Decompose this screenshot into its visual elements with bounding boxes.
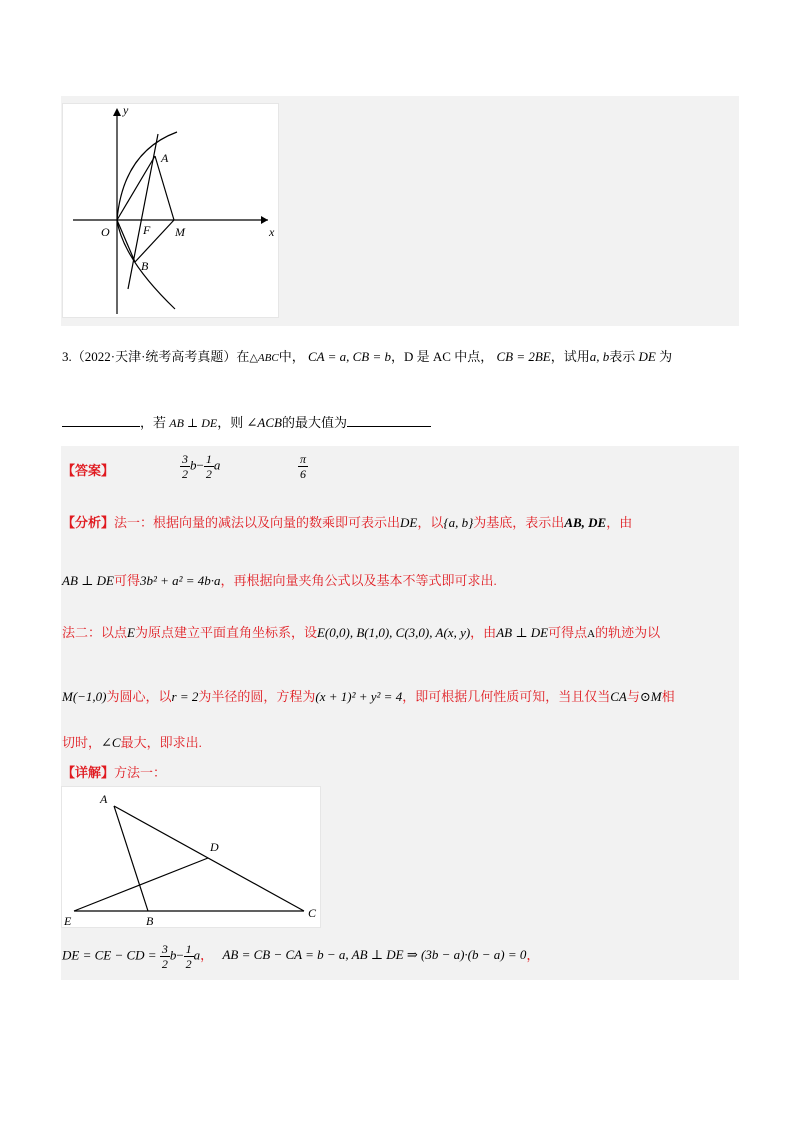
text-d-midpoint: ，D 是 AC 中点， bbox=[391, 349, 494, 364]
tri-label-E: E bbox=[64, 914, 72, 927]
eq1-den2: 2 bbox=[185, 957, 192, 971]
ans1-minus: − bbox=[196, 457, 204, 473]
point-B-label: B bbox=[141, 259, 149, 273]
ans1-v2: a bbox=[213, 457, 221, 473]
analysis-r: r = 2 bbox=[171, 689, 199, 704]
analysis-l4d: 与 bbox=[626, 689, 640, 704]
analysis-l1d: ，由 bbox=[606, 515, 633, 530]
triangle-abc: △ABC bbox=[249, 352, 279, 364]
eq2: AB = CB − CA = b − a, AB ⊥ DE ⇒ (3b − a)·(b − a) = 0 bbox=[222, 947, 527, 963]
answer-blank-1 bbox=[62, 414, 140, 427]
detail-line bbox=[62, 762, 166, 781]
answer-blank-2 bbox=[347, 414, 431, 427]
parabola-diagram bbox=[63, 104, 278, 317]
vector-condition: CA = a, CB = b bbox=[307, 349, 391, 364]
analysis-odotM: ⊙M bbox=[639, 689, 662, 704]
analysis-line-1 bbox=[62, 512, 632, 531]
eq1-num1: 3 bbox=[161, 942, 168, 956]
analysis-vecs: AB, DE bbox=[564, 515, 607, 530]
analysis-de: DE bbox=[400, 515, 418, 530]
analysis-l4e: 相 bbox=[661, 689, 675, 704]
ans1-num2: 1 bbox=[205, 452, 212, 466]
triangle-figure bbox=[61, 786, 321, 928]
text-max: 的最大值为 bbox=[281, 415, 347, 430]
eq1-den1: 2 bbox=[161, 957, 168, 971]
analysis-l1a: 法一：根据向量的减法以及向量的数乘即可表示出 bbox=[114, 515, 401, 530]
ans1-num1: 3 bbox=[182, 452, 188, 466]
text-in: 在 bbox=[236, 349, 250, 364]
analysis-M: M(−1,0) bbox=[62, 689, 107, 704]
answer-1 bbox=[180, 452, 220, 481]
answer-2 bbox=[298, 452, 308, 481]
analysis-l2b: ，再根据向量夹角公式以及基本不等式即可求出. bbox=[220, 573, 497, 588]
text-ruo: ，若 bbox=[140, 415, 167, 430]
eq1-v2: a bbox=[193, 947, 201, 963]
ans1-den1: 2 bbox=[182, 467, 188, 481]
ans2-den: 6 bbox=[300, 467, 306, 481]
analysis-line-5 bbox=[62, 732, 202, 751]
angle-acb: ∠ACB bbox=[246, 415, 282, 430]
text-express: 表示 bbox=[609, 349, 636, 364]
analysis-l4b: 为半径的圆，方程为 bbox=[198, 689, 316, 704]
eq1-minus: − bbox=[176, 947, 184, 963]
eq2-comma: ， bbox=[526, 947, 540, 963]
tri-label-B: B bbox=[146, 914, 154, 927]
analysis-l4a: 为圆心，以 bbox=[106, 689, 172, 704]
point-M-label: M bbox=[175, 225, 185, 239]
analysis-l1c: 为基底，表示出 bbox=[473, 515, 565, 530]
triangle-diagram bbox=[62, 787, 320, 927]
analysis-circle-eq: (x + 1)² + y² = 4 bbox=[315, 689, 403, 704]
analysis-l3c: ，由 bbox=[470, 625, 497, 640]
ans2-num: π bbox=[300, 452, 307, 466]
eq1-num2: 1 bbox=[185, 942, 192, 956]
vector-condition-2: CB = 2BE bbox=[496, 349, 551, 364]
point-O-label: O bbox=[101, 225, 110, 239]
analysis-l5a: 切时， bbox=[62, 735, 102, 750]
text-try: ，试用 bbox=[550, 349, 590, 364]
analysis-coords: E(0,0), B(1,0), C(3,0), A(x, y) bbox=[316, 625, 471, 640]
analysis-l3b: 为原点建立平面直角坐标系，设 bbox=[134, 625, 317, 640]
problem-line-2 bbox=[62, 412, 431, 431]
ans1-den2: 2 bbox=[205, 467, 212, 481]
perpendicular-condition: AB ⊥ DE bbox=[169, 416, 218, 430]
detail-equations bbox=[62, 942, 539, 974]
problem-line-1 bbox=[62, 346, 672, 365]
analysis-l3d: 可得点 bbox=[548, 625, 588, 640]
x-axis-label: x bbox=[269, 225, 275, 239]
analysis-l4c: ，即可根据几何性质可知，当且仅当 bbox=[402, 689, 611, 704]
parabola-figure bbox=[62, 103, 279, 318]
detail-text: 方法一： bbox=[114, 765, 167, 780]
answer-label: 【答案】 bbox=[62, 463, 115, 478]
eq1-comma: ， bbox=[200, 947, 214, 963]
text-wei: 为 bbox=[659, 349, 673, 364]
eq1-lhs: DE = CE − CD = bbox=[62, 947, 157, 963]
analysis-CA: CA bbox=[610, 689, 627, 704]
analysis-line-3 bbox=[62, 622, 660, 641]
vector-de: DE bbox=[638, 349, 656, 364]
analysis-angle-C: ∠C bbox=[101, 735, 121, 750]
detail-label: 【详解】 bbox=[62, 765, 115, 780]
point-F-label: F bbox=[143, 223, 151, 237]
analysis-perp-2: AB ⊥ DE bbox=[496, 625, 549, 640]
analysis-label: 【分析】 bbox=[62, 515, 115, 530]
analysis-basis: {a, b} bbox=[443, 515, 474, 530]
analysis-eq: 3b² + a² = 4b·a bbox=[139, 573, 221, 588]
analysis-E: E bbox=[127, 625, 135, 640]
analysis-l3e: 的轨迹为以 bbox=[595, 625, 661, 640]
ans1-v1: b bbox=[190, 457, 197, 473]
analysis-line-4 bbox=[62, 686, 675, 705]
problem-source: （2022·天津·统考高考真题） bbox=[71, 349, 237, 364]
analysis-l3a: 法二：以点 bbox=[62, 625, 128, 640]
vectors-ab: a, b bbox=[589, 349, 610, 364]
analysis-perp: AB ⊥ DE bbox=[62, 573, 114, 588]
problem-number: 3. bbox=[62, 349, 72, 364]
analysis-A: A bbox=[587, 628, 596, 640]
tri-label-A: A bbox=[100, 792, 108, 806]
point-A-label: A bbox=[161, 151, 169, 165]
y-axis-label: y bbox=[123, 104, 129, 117]
analysis-l5b: 最大，即求出. bbox=[120, 735, 202, 750]
eq1-v1: b bbox=[169, 947, 177, 963]
analysis-line-2 bbox=[62, 570, 497, 589]
analysis-l2a: 可得 bbox=[113, 573, 140, 588]
tri-label-C: C bbox=[308, 906, 317, 920]
tri-label-D: D bbox=[210, 840, 219, 854]
text-zhong: 中， bbox=[278, 349, 305, 364]
analysis-l1b: ，以 bbox=[417, 515, 444, 530]
text-ze: ，则 bbox=[217, 415, 244, 430]
